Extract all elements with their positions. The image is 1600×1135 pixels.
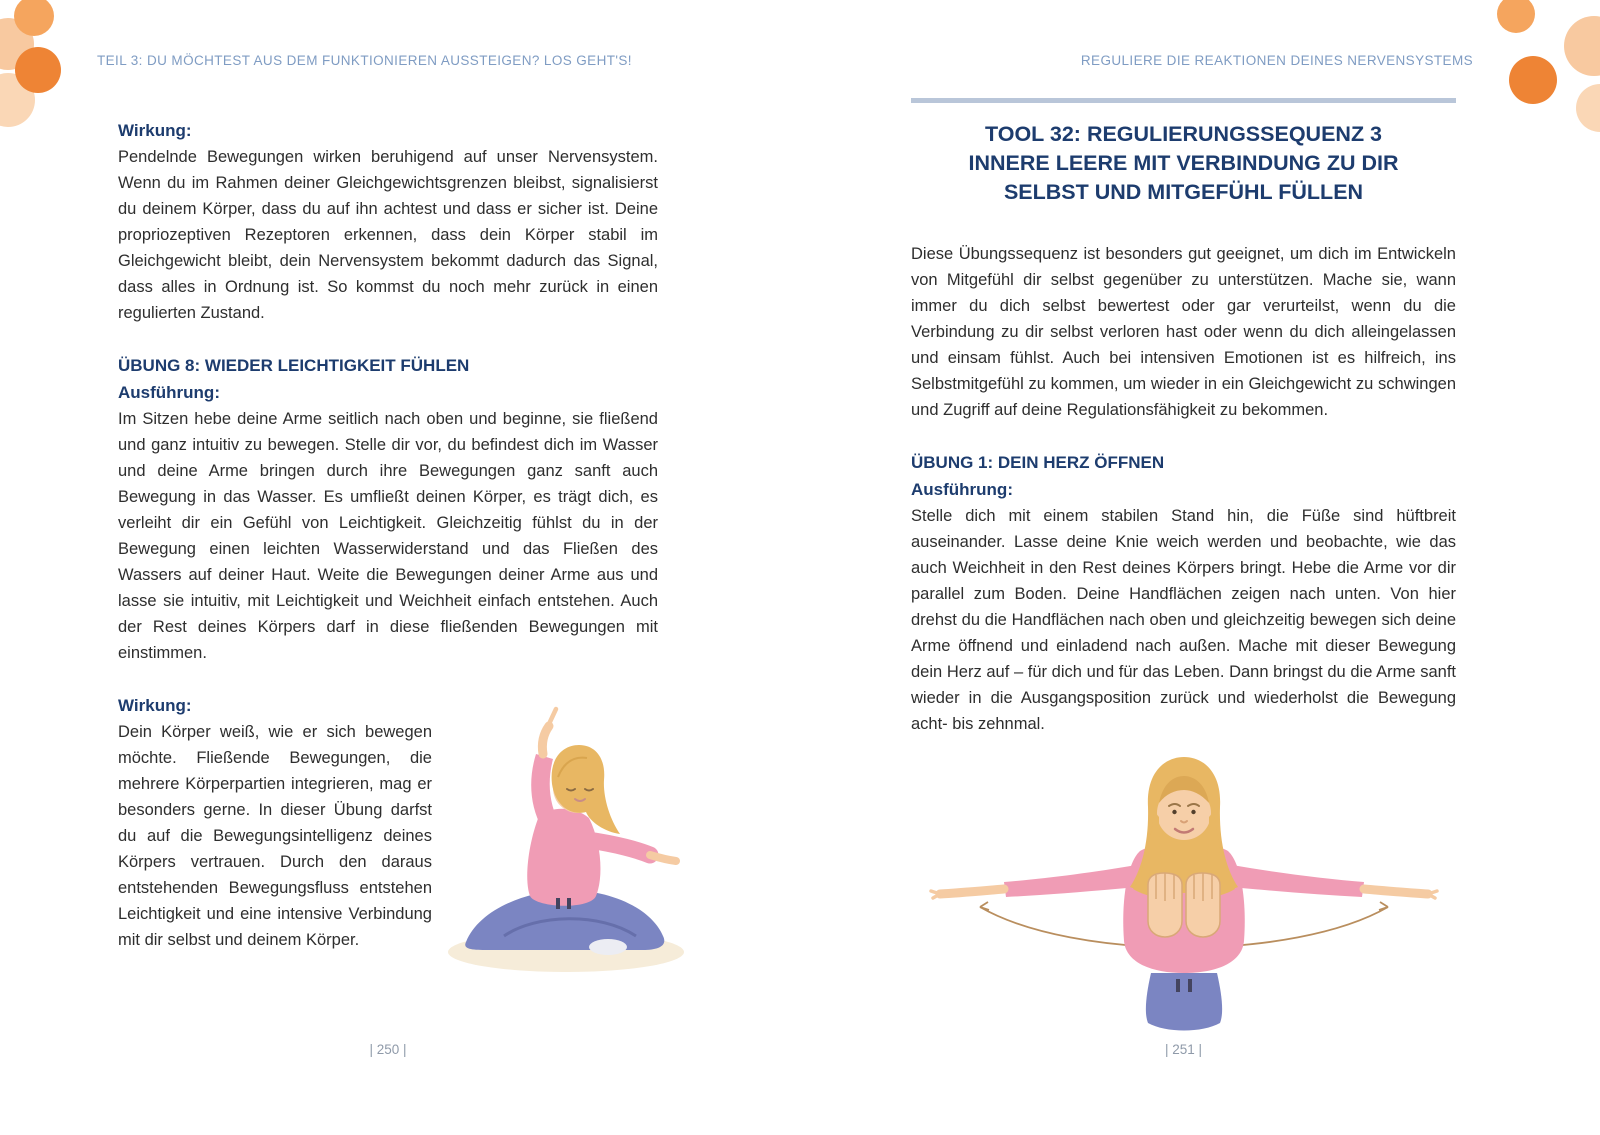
standing-woman-illustration [911, 749, 1456, 1064]
standing-woman-svg [924, 749, 1444, 1059]
ausfuehrung-paragraph-right: Stelle dich mit einem stabilen Stand hin, die Füße sind hüftbreit auseinander. Lasse deine Knie weich werden und beobachte, wie das auch Weichheit in den Rest deines Körpers bringt. Hebe die Arme vor dir parallel zum Boden. Deine Handflächen zeigen nach unten. Von hier drehst du die Handflächen nach oben und gleichzeitig bewegen sich deine Arme öffnend und einladend nach außen. Mache mit dieser Bewegung dein Herz auf – für dich und für das Leben. Dann bringst du die Arme sanft wieder in die Ausgangsposition zurück und wiederholst die Bewegung acht- bis zehnmal. [911, 507, 1456, 733]
page-number-right: | 251 | [1164, 1042, 1203, 1057]
head-and-hair [1130, 757, 1238, 897]
pants [1145, 973, 1221, 1031]
accent-bar [911, 98, 1456, 103]
uebung8-heading: ÜBUNG 8: WIEDER LEICHTIGKEIT FÜHLEN [118, 356, 470, 375]
tool-title [911, 120, 1456, 207]
wirkung2-row [118, 692, 696, 987]
right-page-column [911, 98, 1456, 1064]
decor-circle-orange-mid [14, 0, 54, 36]
wirkung2-text-block [118, 692, 432, 987]
decor-circle-orange-dark [1509, 56, 1557, 104]
decor-circle-orange-dark [15, 47, 61, 93]
decor-circle-orange-mid [1497, 0, 1535, 33]
wirkung-heading-2: Wirkung: [118, 696, 192, 715]
left-page-column [118, 117, 658, 987]
seated-woman-svg [438, 682, 688, 982]
torso [527, 809, 600, 909]
tool-title-line-3: SELBST UND MITGEFÜHL FÜLLEN [1003, 180, 1364, 204]
tool-title-line-1: TOOL 32: REGULIERUNGSSEQUENZ 3 [984, 122, 1383, 146]
wirkung-heading-1: Wirkung: [118, 121, 192, 140]
uebung1-heading: ÜBUNG 1: DEIN HERZ ÖFFNEN [911, 453, 1165, 472]
running-header-left: TEIL 3: DU MÖCHTEST AUS DEM FUNKTIONIEREN AUSSTEIGEN? LOS GEHT'S! [97, 53, 632, 68]
wirkung-paragraph-1: Pendelnde Bewegungen wirken beruhigend auf unser Nervensystem. Wenn du im Rahmen deiner Gleichgewichtsgrenzen bleibst, signalisierst du deinem Körper, dass du auf ihn achtest und dass er sicher ist. Deine propriozeptiven Rezeptoren erkennen, dass dein Körper stabil im Gleichgewicht bleibt, dein Nervensystem bekommt dadurch das Signal, dass alles in Ordnung ist. So kommst du noch mehr zurück in einen regulierten Zustand. [118, 148, 658, 322]
ausfuehrung-paragraph-left: Im Sitzen hebe deine Arme seitlich nach oben und beginne, sie fließend und ganz intuitiv zu bewegen. Stelle dir vor, du befindest dich im Wasser und deine Arme bringen durch ihre Bewegungen ganz sanft auch Bewegung in das Wasser. Es umfließt deinen Körper, es trägt dich, es verleiht dir ein Gefühl von Leichtigkeit. Gleichzeitig fühlst du in der Bewegung einen leichten Wasserwiderstand und das Fließen des Wassers auf deiner Haut. Weite die Bewegungen deiner Arme aus und lasse sie intuitiv, mit Leichtigkeit und Weichheit einfach entstehen. Auch der Rest deines Körpers darf in diese fließenden Bewegungen mit einstimmen. [118, 410, 658, 662]
intro-paragraph: Diese Übungssequenz ist besonders gut geeignet, um dich im Entwickeln von Mitgefühl dir selbst gegenüber zu unterstützen. Mache sie, wann immer du dich selbst bewertest oder gar verurteilst, wenn du die Verbindung zu dir selbst verloren hast oder wenn du dich alleingelassen und einsam fühlst. Auch bei intensiven Emotionen ist es hilfreich, ins Selbstmitgefühl zu kommen, um wieder in ein Gleichgewicht zu schwingen und Zugriff auf deine Regulationsfähigkeit zu bekommen. [911, 245, 1456, 419]
decor-circle-peach [1564, 16, 1600, 76]
ausfuehrung-heading-right: Ausführung: [911, 480, 1013, 499]
running-header-right: REGULIERE DIE REAKTIONEN DEINES NERVENSYSTEMS [1080, 53, 1473, 68]
ausfuehrung-heading-left: Ausführung: [118, 383, 220, 402]
tool-title-line-2: INNERE LEERE MIT VERBINDUNG ZU DIR [968, 151, 1399, 175]
page-number-left: | 250 | [369, 1042, 407, 1057]
wirkung-paragraph-2: Dein Körper weiß, wie er sich bewegen möchte. Fließende Bewegungen, die mehrere Körperpartien integrieren, mag er besonders gerne. In dieser Übung darfst du auf die Bewegungsintelligenz deines Körpers vertrauen. Durch den daraus entstehenden Bewegungsfluss entstehen Leichtigkeit und eine intensive Verbindung mit dir selbst und deinem Körper. [118, 723, 432, 949]
extended-arm [588, 840, 676, 861]
seated-woman-illustration [438, 682, 688, 987]
decor-circle-pale [1576, 84, 1600, 132]
